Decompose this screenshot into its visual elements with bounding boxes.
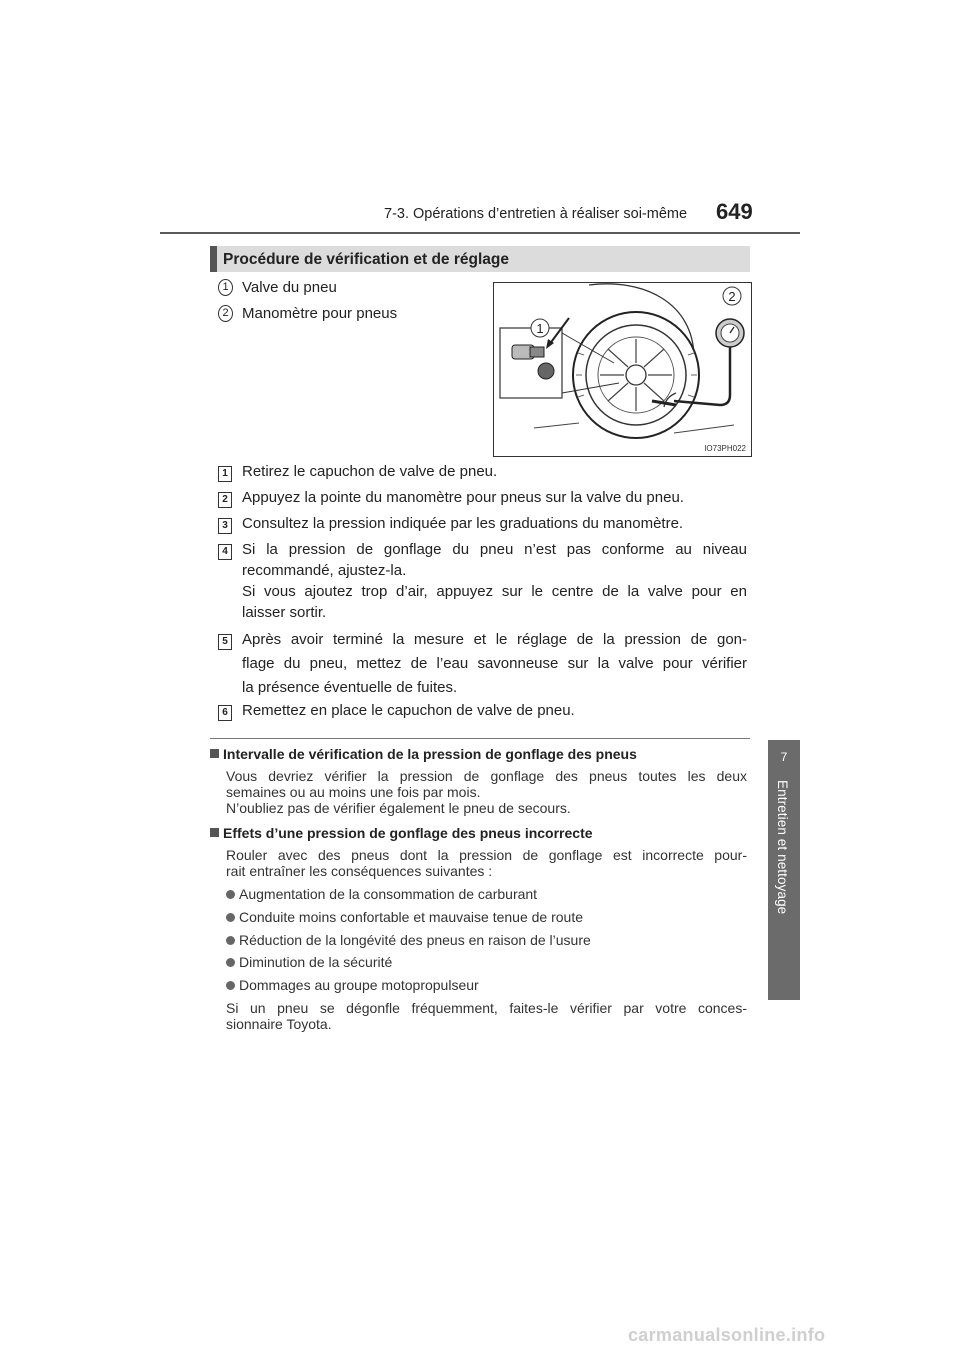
valve-cap-removed bbox=[538, 363, 554, 379]
chapter-tab-number: 7 bbox=[780, 750, 788, 764]
bullet-item-5-text: Dommages au groupe motopropulseur bbox=[239, 977, 479, 993]
callout-label-1: Valve du pneu bbox=[242, 279, 337, 296]
step-5-line-2: flage du pneu, mettez de l’eau savonneuse sur la valve pour vérifier bbox=[242, 655, 747, 672]
ground-line-left bbox=[534, 423, 579, 428]
step-3-line-1: Consultez la pression indiquée par les graduations du manomètre. bbox=[242, 515, 684, 532]
callout-label-2: Manomètre pour pneus bbox=[242, 305, 398, 322]
step-number-6: 6 bbox=[218, 705, 232, 721]
bullet-item-2 bbox=[226, 909, 583, 925]
section-title: Procédure de vérification et de réglage bbox=[223, 251, 509, 268]
square-bullet-icon bbox=[210, 749, 219, 758]
bullet-item-1 bbox=[226, 886, 537, 902]
step-5-line-3: la présence éventuelle de fuites. bbox=[242, 679, 458, 696]
tire-pressure-illustration bbox=[493, 282, 752, 457]
bullet-item-3 bbox=[226, 932, 591, 948]
note-interval-heading bbox=[210, 746, 637, 762]
step-number-4: 4 bbox=[218, 544, 232, 560]
note-effects-heading bbox=[210, 825, 593, 841]
bullet-item-4-text: Diminution de la sécurité bbox=[239, 954, 393, 970]
illustration-marker-1: 1 bbox=[536, 321, 544, 336]
bullet-dot-icon bbox=[226, 890, 235, 899]
step-4-line-1: Si la pression de gonflage du pneu n’est pas conforme au niveau bbox=[242, 541, 747, 558]
illustration-marker-2: 2 bbox=[728, 289, 736, 304]
bullet-item-3-text: Réduction de la longévité des pneus en raison de l’usure bbox=[239, 932, 591, 948]
square-bullet-icon bbox=[210, 828, 219, 837]
step-number-3: 3 bbox=[218, 518, 232, 534]
note-effects-heading-text: Effets d’une pression de gonflage des pneus incorrecte bbox=[223, 825, 593, 841]
note-effects-intro-line-1: Rouler avec des pneus dont la pression de gonflage est incorrecte pour- bbox=[226, 847, 747, 863]
note-interval-line-1: Vous devriez vérifier la pression de gonflage des pneus toutes les deux bbox=[226, 768, 747, 784]
step-4-line-3: Si vous ajoutez trop d’air, appuyez sur le centre de la valve pour en bbox=[242, 583, 747, 600]
note-effects-intro bbox=[226, 847, 747, 879]
bullet-dot-icon bbox=[226, 981, 235, 990]
wheel-hub bbox=[626, 365, 646, 385]
callout-number-1: 1 bbox=[218, 279, 233, 296]
note-interval-text bbox=[226, 768, 747, 816]
step-2-line-1: Appuyez la pointe du manomètre pour pneus sur la valve du pneu. bbox=[242, 489, 684, 506]
page-number: 649 bbox=[716, 199, 753, 224]
bullet-item-2-text: Conduite moins confortable et mauvaise tenue de route bbox=[239, 909, 583, 925]
step-text-3 bbox=[242, 513, 747, 534]
note-effects-intro-line-2: rait entraîner les conséquences suivantes : bbox=[226, 863, 493, 879]
step-text-5 bbox=[242, 628, 747, 700]
step-6-line-1: Remettez en place le capuchon de valve de pneu. bbox=[242, 702, 575, 719]
step-text-6 bbox=[242, 700, 747, 721]
bullet-dot-icon bbox=[226, 913, 235, 922]
step-number-2: 2 bbox=[218, 492, 232, 508]
step-5-line-1: Après avoir terminé la mesure et le réglage de la pression de gon- bbox=[242, 631, 747, 648]
section-title-marker bbox=[210, 246, 217, 272]
step-text-2 bbox=[242, 487, 747, 508]
header-divider bbox=[160, 232, 800, 234]
bullet-item-4 bbox=[226, 954, 392, 970]
step-4-line-2: recommandé, ajustez-la. bbox=[242, 562, 407, 579]
callout-number-2: 2 bbox=[218, 305, 233, 322]
notes-divider bbox=[210, 738, 750, 739]
illustration-code: IO73PH022 bbox=[704, 444, 746, 453]
valve-cap bbox=[530, 347, 544, 357]
ground-line-right bbox=[674, 425, 734, 433]
watermark: carmanualsonline.info bbox=[628, 1325, 826, 1345]
bullet-item-5 bbox=[226, 977, 479, 993]
step-number-5: 5 bbox=[218, 634, 232, 650]
note-interval-line-3: N’oubliez pas de vérifier également le pneu de secours. bbox=[226, 800, 571, 816]
note-effects-closing-line-1: Si un pneu se dégonfle fréquemment, faites-le vérifier par votre conces- bbox=[226, 1000, 747, 1016]
bullet-item-1-text: Augmentation de la consommation de carburant bbox=[239, 886, 538, 902]
chapter-tab-title: Entretien et nettoyage bbox=[775, 780, 790, 915]
note-interval-heading-text: Intervalle de vérification de la pression de gonflage des pneus bbox=[223, 746, 637, 762]
note-interval-line-2: semaines ou au moins une fois par mois. bbox=[226, 784, 481, 800]
bullet-dot-icon bbox=[226, 958, 235, 967]
step-1-line-1: Retirez le capuchon de valve de pneu. bbox=[242, 463, 498, 480]
header-section-title: 7-3. Opérations d’entretien à réaliser soi-même bbox=[384, 206, 688, 222]
step-text-1 bbox=[242, 461, 747, 482]
note-effects-closing-line-2: sionnaire Toyota. bbox=[226, 1016, 332, 1032]
step-number-1: 1 bbox=[218, 466, 232, 482]
note-effects-closing bbox=[226, 1000, 747, 1032]
step-4-line-4: laisser sortir. bbox=[242, 604, 327, 621]
bullet-dot-icon bbox=[226, 936, 235, 945]
tire-gauge-drawing bbox=[494, 283, 751, 456]
step-text-4 bbox=[242, 539, 747, 623]
